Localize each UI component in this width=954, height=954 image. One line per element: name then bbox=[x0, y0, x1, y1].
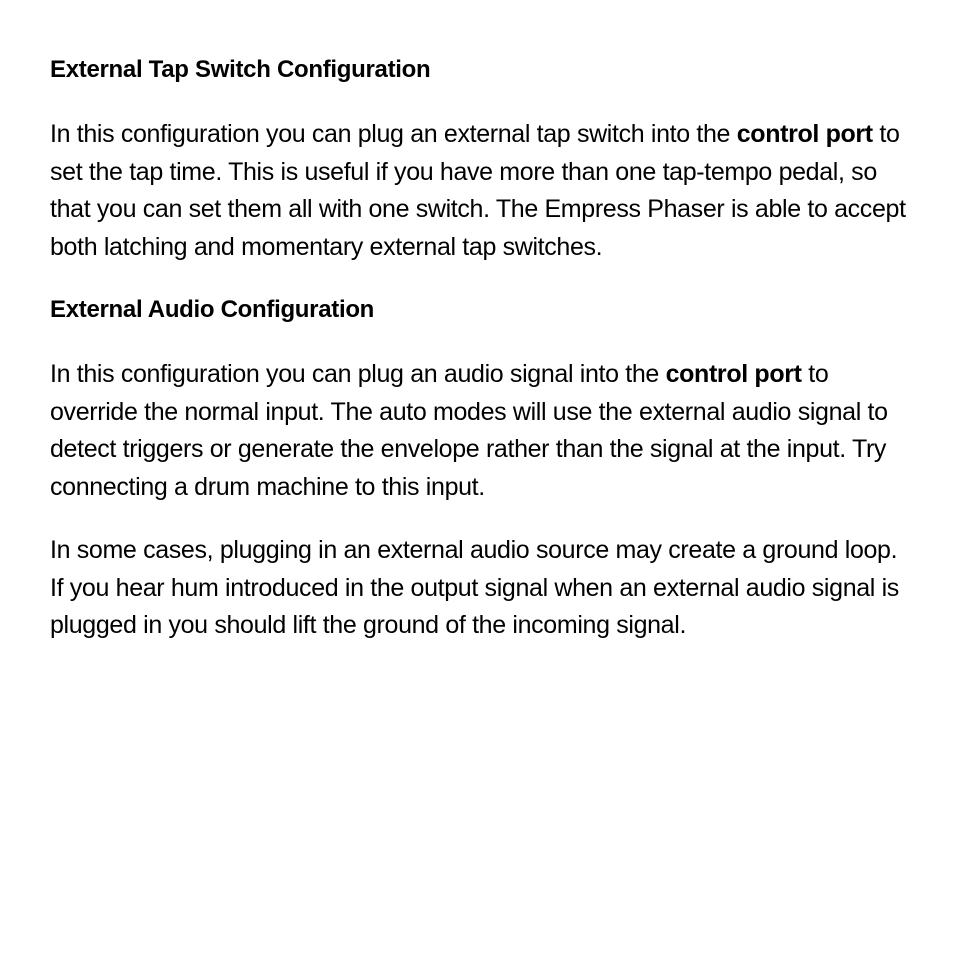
document-page bbox=[50, 52, 910, 671]
text-run: In this configuration you can plug an audio signal into the bbox=[50, 360, 666, 388]
section-heading-audio: External Audio Configuration bbox=[50, 296, 375, 323]
text-run: to set the tap time. This is useful if you have more than one tap-tempo pedal, so that you can set them all with one switch. The Empress Phaser is able to accept both latching and momentary external tap switches. bbox=[50, 120, 906, 261]
paragraph-tap-switch bbox=[50, 116, 910, 266]
paragraph-audio-config bbox=[50, 356, 910, 506]
text-run: In this configuration you can plug an external tap switch into the bbox=[50, 120, 737, 148]
bold-term-control-port: control port bbox=[736, 120, 873, 148]
bold-term-control-port: control port bbox=[665, 360, 802, 388]
section-heading-tap-switch: External Tap Switch Configuration bbox=[50, 56, 431, 83]
paragraph-ground-loop: In some cases, plugging in an external audio source may create a ground loop. If you hear hum introduced in the output signal when an external audio signal is plugged in you should lift the ground of the incoming signal. bbox=[50, 536, 899, 639]
text-run: to override the normal input. The auto modes will use the external audio signal to detect triggers or generate the envelope rather than the signal at the input. Try connecting a drum machine to this input. bbox=[50, 360, 888, 501]
